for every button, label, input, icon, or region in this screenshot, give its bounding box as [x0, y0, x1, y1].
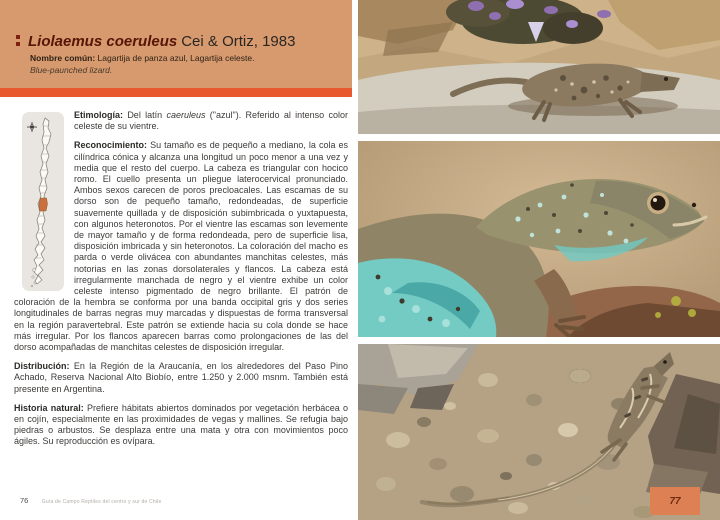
english-common-name: Blue-paunched lizard.: [30, 65, 113, 75]
identification-label: Reconocimiento:: [74, 140, 148, 151]
section-distribution: [14, 361, 348, 395]
natural-history-text: Prefiere hábitats abiertos dominados por vegetación herbácea o en cojín, especialmente en las proximidades de vegas y mallines. Se refugia bajo piedras o arbustos. Se desplaza entre una mata y otra con movimientos poco ágiles. Su reproducción es ovípara.: [14, 402, 348, 447]
common-name-line: [30, 53, 342, 64]
species-title-line: [16, 33, 342, 50]
photo-lizard-on-rock-with-flowers: [358, 0, 720, 134]
etymology-text-2: ("azul"). Referido al intenso color celeste de su vientre.: [74, 110, 348, 132]
section-identification: [14, 140, 348, 353]
left-page-number: 76: [20, 496, 29, 505]
highlighted-region: [39, 198, 48, 211]
chile-map-graphic: [22, 112, 64, 291]
accent-stripe: [0, 88, 352, 97]
common-name-label: Nombre común:: [30, 53, 96, 63]
species-bullet-icon: [16, 35, 20, 46]
species-authority: Cei & Ortiz, 1983: [181, 33, 296, 50]
etymology-latin-word: caeruleus: [166, 110, 206, 120]
natural-history-label: Historia natural:: [14, 402, 84, 413]
photo-plate: [358, 0, 720, 520]
species-header: [0, 0, 352, 88]
photo-closeup-blue-belly-male: [358, 141, 720, 337]
compass-icon: [27, 122, 37, 132]
left-page-footer: [20, 490, 161, 508]
photo-gap: [358, 337, 720, 344]
etymology-text-1: Del latín: [127, 110, 167, 120]
chile-distribution-map: [22, 112, 64, 291]
distribution-text: En la Región de la Araucanía, en los alrededores del Paso Pino Achado, Reserva Nacional Alto Biobío, entre 1.250 y 2.000 msnm. También está presente en Argentina.: [14, 361, 348, 394]
right-page-number-tab: [650, 487, 700, 515]
book-title-footer: Guía de Campo Reptiles del centro y sur de Chile: [41, 499, 162, 505]
etymology-label: Etimología:: [74, 110, 123, 120]
section-natural-history: [14, 403, 348, 448]
photo-gap: [358, 134, 720, 141]
distribution-label: Distribución:: [14, 361, 70, 372]
species-account-text: [14, 110, 348, 456]
right-page-number: 77: [669, 495, 681, 507]
common-name-value: Lagartija de panza azul, Lagartija celeste.: [97, 53, 255, 63]
identification-text: Su tamaño es de pequeño a mediano, la cola es cilíndrica cónica y alcanza una longitud un poco menor a una vez y media que el resto del cuerpo. La cabeza es triangular con hocico romo. El cuello presenta un pliegue laterocervical pronunciado. Ambos sexos carecen de poros precloacales. Las escamas de su dorso son de pequeño tamaño, redondeadas, de superficie suavemente quillada y de disposición subimbricada o yuxtapuesta, con algunos heteronotos. Por el vientre las escamas son levemente de mayor tamaño y de forma redondeada, pero de superficie lisa, disposición imbricada y sin heteronotos. La coloración del macho es parda o verde olivácea con abundantes manchitas celestes, más notorias en las zonas dorsolaterales y flancos. La cabeza está irregularmente manchada de negro y el vientre exhibe un color celeste intenso pigmentado de negro brillante. El patrón de coloración de la hembra se conforma por una banda occipital gris y dos series longitudinales de barras negras muy marcadas y dispuestas de forma transversal en la región paravertebral. Este patrón se extiende hacia su cola donde se hace más irregular. Por los flancos aparecen barras como prolongaciones de las del dorso acompañadas de manchitas celestes de disposición irregular.: [14, 140, 348, 353]
species-name: Liolaemus coeruleus: [28, 33, 178, 50]
section-etymology: [14, 110, 348, 132]
